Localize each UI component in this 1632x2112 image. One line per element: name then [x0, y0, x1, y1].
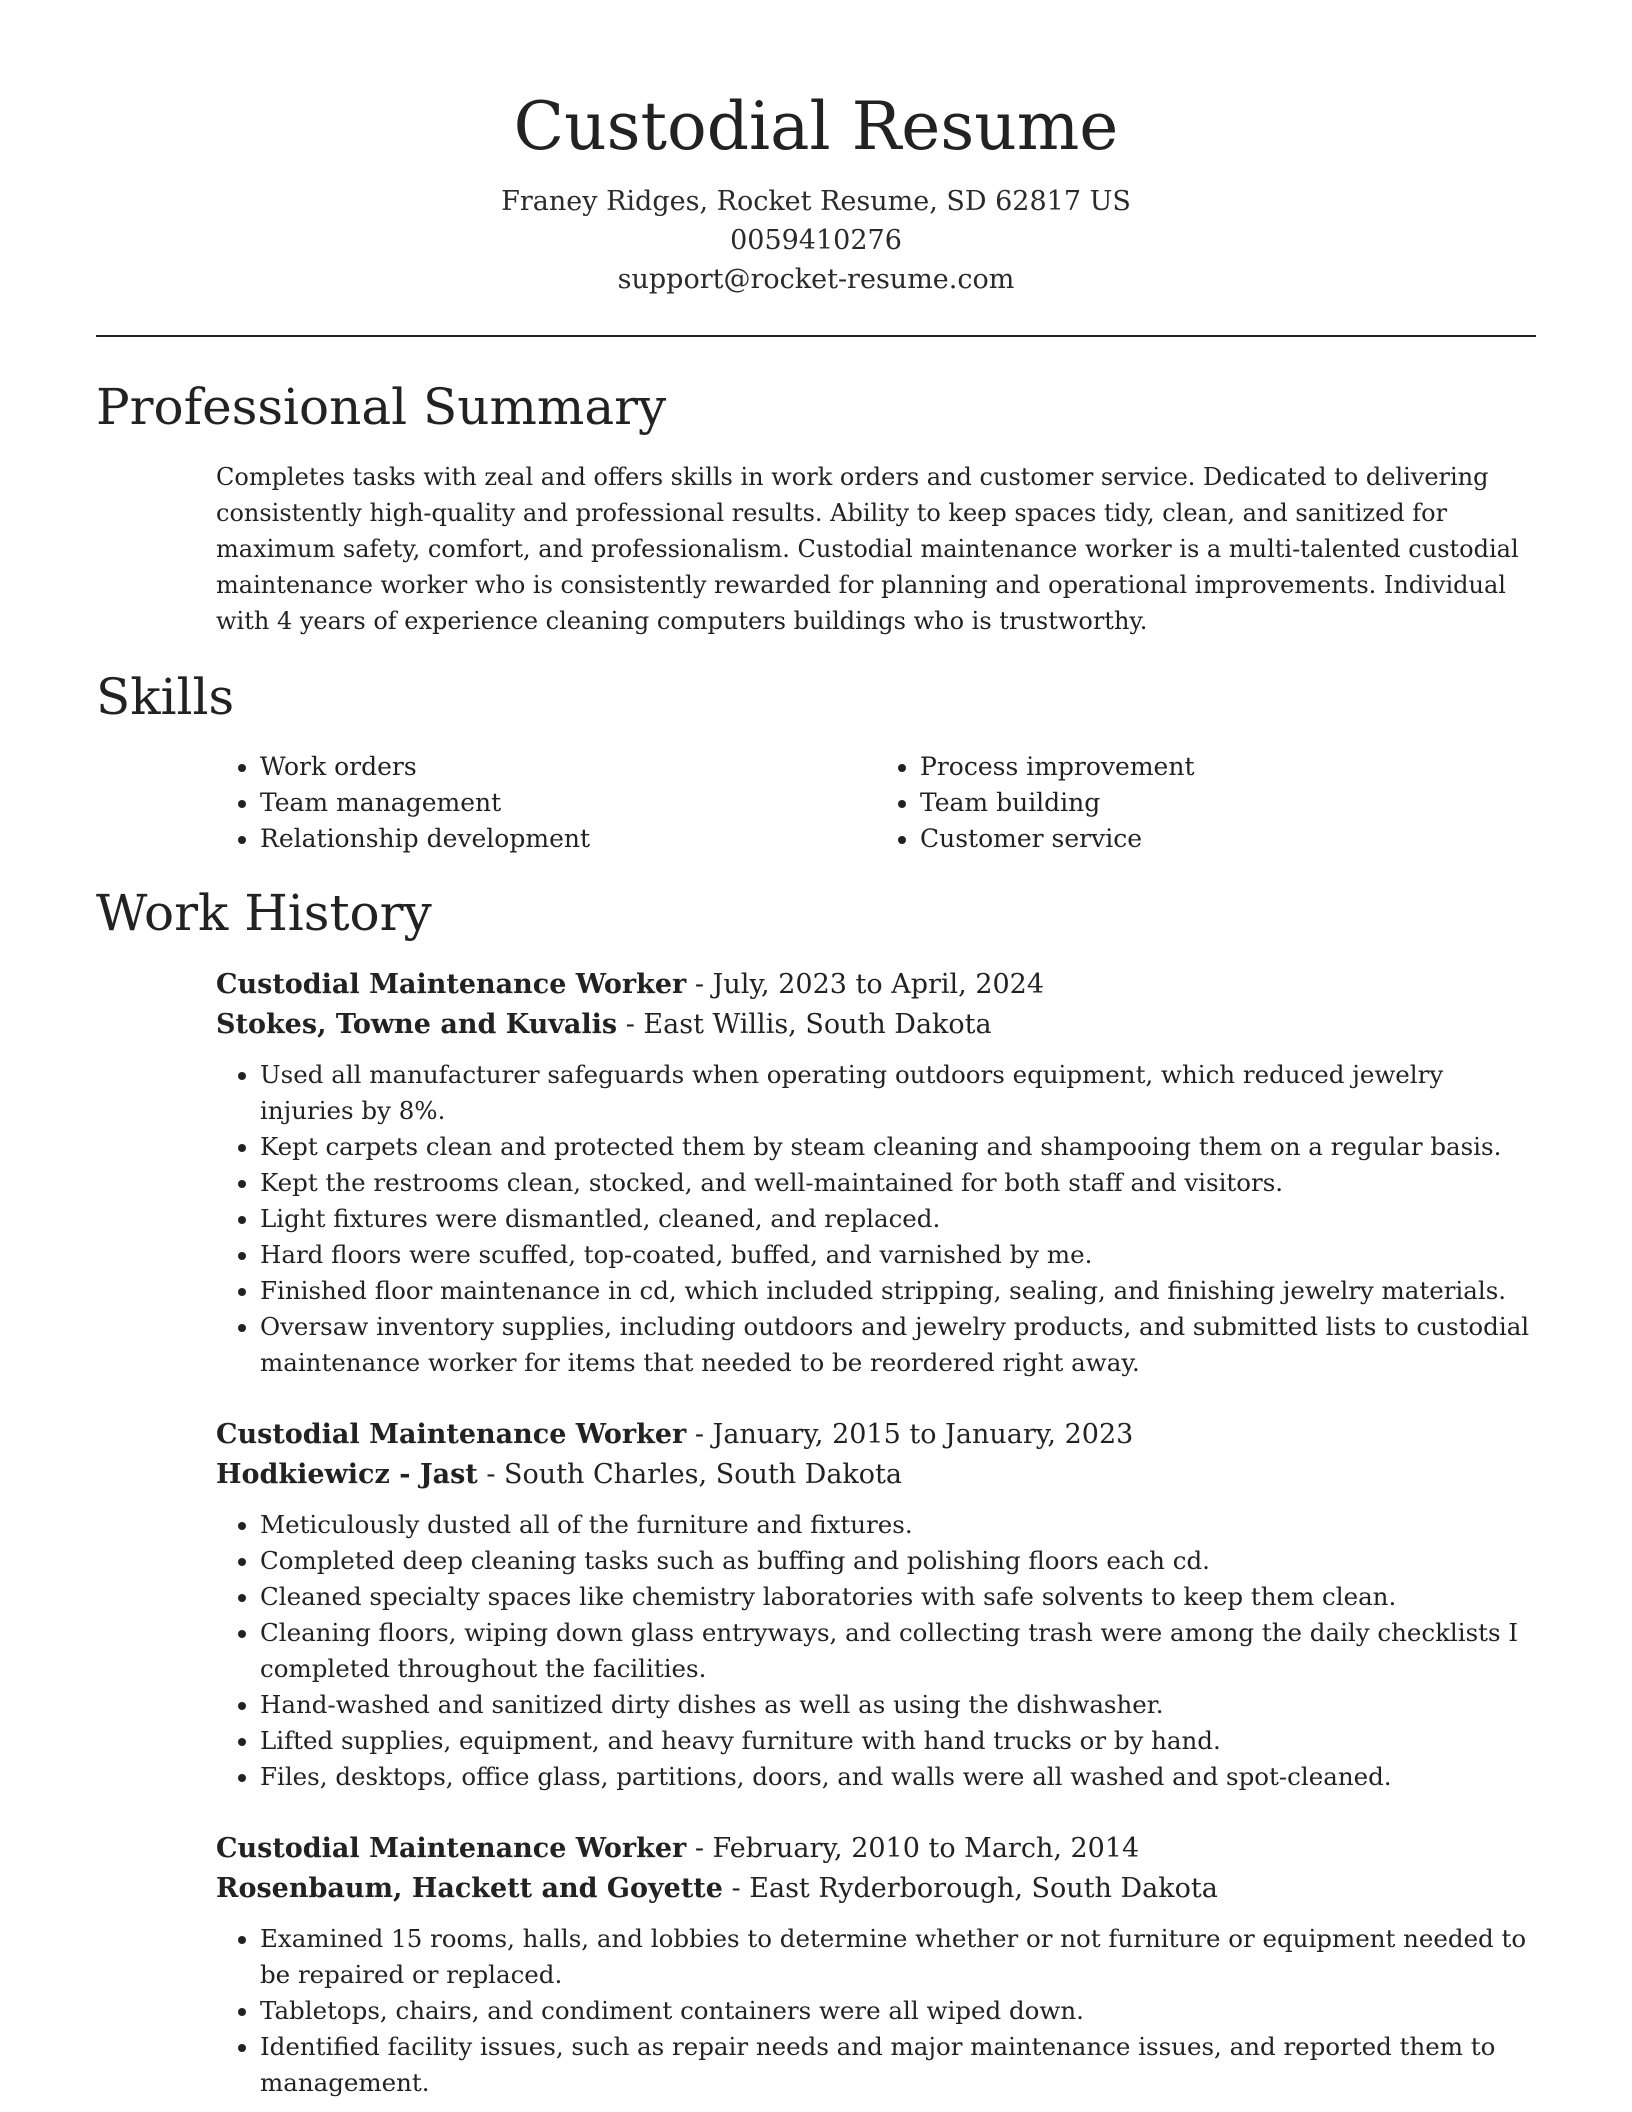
skill-item: • Process improvement	[920, 749, 1536, 785]
job-title-line	[216, 965, 1541, 1005]
duty-item: • Examined 15 rooms, halls, and lobbies to determine whether or not furniture or equipment needed to be repaired or replaced.	[260, 1921, 1541, 1993]
duty-item: • Kept carpets clean and protected them by steam cleaning and shampooing them on a regular basis.	[260, 1129, 1541, 1165]
duty-item: • Cleaning floors, wiping down glass entryways, and collecting trash were among the daily checklists I completed throughout the facilities.	[260, 1615, 1541, 1687]
summary-section	[96, 375, 1536, 639]
job-duties	[216, 1057, 1541, 1381]
job-company-line	[216, 1005, 1541, 1045]
job-duties	[216, 1921, 1541, 2101]
duty-item: • Hard floors were scuffed, top-coated, buffed, and varnished by me.	[260, 1237, 1541, 1273]
skills-heading: Skills	[96, 668, 235, 726]
duty-item: • Completed deep cleaning tasks such as buffing and polishing floors each cd.	[260, 1543, 1541, 1579]
contact-address: Franey Ridges, Rocket Resume, SD 62817 US	[501, 186, 1131, 217]
job-dates: - February, 2010 to March, 2014	[686, 1833, 1140, 1864]
skills-list	[216, 749, 1536, 857]
resume-page	[96, 0, 1536, 2101]
job-company: Stokes, Towne and Kuvalis	[216, 1009, 618, 1040]
job-duties	[216, 1507, 1541, 1795]
skills-section	[96, 665, 1536, 857]
work-history-section	[96, 881, 1536, 2101]
contact-block	[96, 182, 1536, 299]
skill-item: • Relationship development	[260, 821, 876, 857]
summary-heading: Professional Summary	[96, 378, 667, 436]
duty-item: • Meticulously dusted all of the furniture and fixtures.	[260, 1507, 1541, 1543]
contact-email: support@rocket-resume.com	[617, 264, 1015, 295]
duty-item: • Finished floor maintenance in cd, which included stripping, sealing, and finishing jewelry materials.	[260, 1273, 1541, 1309]
job-company-line	[216, 1869, 1541, 1909]
header-divider	[96, 335, 1536, 337]
job-location: - East Ryderborough, South Dakota	[722, 1873, 1218, 1904]
duty-item: • Tabletops, chairs, and condiment containers were all wiped down.	[260, 1993, 1541, 2029]
job-role: Custodial Maintenance Worker	[216, 969, 687, 1000]
job-entry	[216, 1415, 1541, 1795]
job-title-line	[216, 1415, 1541, 1455]
duty-item: • Cleaned specialty spaces like chemistry laboratories with safe solvents to keep them clean.	[260, 1579, 1541, 1615]
job-company: Hodkiewicz - Jast	[216, 1459, 478, 1490]
job-location: - East Willis, South Dakota	[617, 1009, 992, 1040]
skill-item: • Customer service	[920, 821, 1536, 857]
resume-header	[96, 0, 1536, 299]
duty-item: • Identified facility issues, such as repair needs and major maintenance issues, and reported them to management.	[260, 2029, 1541, 2101]
job-dates: - July, 2023 to April, 2024	[686, 969, 1045, 1000]
contact-phone: 0059410276	[730, 225, 902, 256]
duty-item: • Lifted supplies, equipment, and heavy furniture with hand trucks or by hand.	[260, 1723, 1541, 1759]
job-entry	[216, 965, 1541, 1381]
skill-item: • Work orders	[260, 749, 876, 785]
job-dates: - January, 2015 to January, 2023	[686, 1419, 1134, 1450]
duty-item: • Hand-washed and sanitized dirty dishes as well as using the dishwasher.	[260, 1687, 1541, 1723]
resume-title: Custodial Resume	[513, 88, 1119, 165]
job-role: Custodial Maintenance Worker	[216, 1833, 687, 1864]
job-location: - South Charles, South Dakota	[477, 1459, 902, 1490]
duty-item: • Kept the restrooms clean, stocked, and well-maintained for both staff and visitors.	[260, 1165, 1541, 1201]
summary-text: Completes tasks with zeal and offers skills in work orders and customer service. Dedicated to delivering consistently high-quality and professional results. Ability to keep spaces tidy, clean, and sanitized for maximum safety, comfort, and professionalism. Custodial maintenance worker is a multi-talented custodial maintenance worker who is consistently rewarded for planning and operational improvements. Individual with 4 years of experience cleaning computers buildings who is trustworthy.	[216, 463, 1519, 635]
duty-item: • Files, desktops, office glass, partitions, doors, and walls were all washed and spot-cleaned.	[260, 1759, 1541, 1795]
duty-item: • Used all manufacturer safeguards when operating outdoors equipment, which reduced jewelry injuries by 8%.	[260, 1057, 1541, 1129]
duty-item: • Oversaw inventory supplies, including outdoors and jewelry products, and submitted lists to custodial maintenance worker for items that needed to be reordered right away.	[260, 1309, 1541, 1381]
skill-item: • Team management	[260, 785, 876, 821]
skills-column-left	[216, 749, 876, 857]
skills-column-right	[876, 749, 1536, 857]
work-history-heading: Work History	[96, 884, 432, 942]
job-entry	[216, 1829, 1541, 2101]
job-company: Rosenbaum, Hackett and Goyette	[216, 1873, 723, 1904]
skill-item: • Team building	[920, 785, 1536, 821]
job-role: Custodial Maintenance Worker	[216, 1419, 687, 1450]
duty-item: • Light fixtures were dismantled, cleaned, and replaced.	[260, 1201, 1541, 1237]
job-company-line	[216, 1455, 1541, 1495]
job-title-line	[216, 1829, 1541, 1869]
